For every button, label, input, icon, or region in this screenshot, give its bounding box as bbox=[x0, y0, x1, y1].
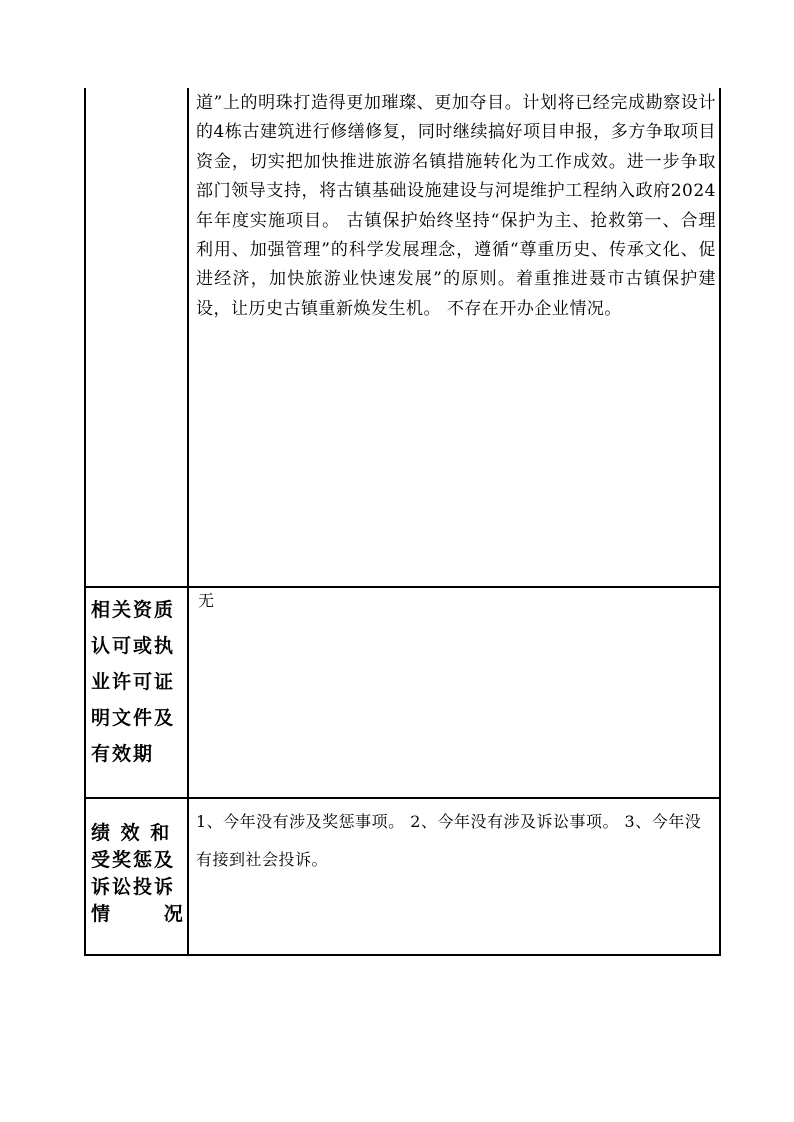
qualification-label-line: 明文件及 bbox=[91, 707, 176, 729]
performance-label bbox=[91, 820, 185, 928]
table-bottom-border bbox=[84, 954, 721, 956]
qualification-label bbox=[91, 592, 185, 772]
work-plan-paragraph: 道”上的明珠打造得更加璀璨、更加夺目。计划将已经完成勘察设计的4栋古建筑进行修缮修复，同时继续搞好项目申报，多方争取项目资金，切实把加快推进旅游名镇措施转化为工作成效。进一步争取部门领导支持，将古镇基础设施建设与河堤维护工程纳入政府2024年年度实施项目。 古镇保护始终坚持“保护为主、抢救第一、合理利用、加强管理”的科学发展理念，遵循“尊重历史、传承文化、促进经济，加快旅游业快速发展”的原则。着重推进聂市古镇保护建设，让历史古镇重新焕发生机。 不存在开办企业情况。 bbox=[196, 93, 716, 319]
performance-label-line: 情 况 bbox=[91, 903, 185, 925]
qualification-label-line: 认可或执 bbox=[91, 635, 176, 657]
table-left-border bbox=[84, 88, 86, 956]
qualification-value: 无 bbox=[198, 591, 215, 610]
qualification-label-line: 业许可证 bbox=[91, 671, 176, 693]
performance-value: 1、今年没有涉及奖惩事项。 2、今年没有涉及诉讼事项。 3、今年没有接到社会投诉。 bbox=[196, 812, 702, 869]
table-column-divider bbox=[187, 88, 189, 956]
row-divider-1 bbox=[84, 586, 721, 588]
row-divider-2 bbox=[84, 797, 721, 799]
performance-label-line: 诉讼投诉 bbox=[91, 876, 176, 898]
performance-label-line: 受奖惩及 bbox=[91, 849, 176, 871]
qualification-label-line: 相关资质 bbox=[91, 599, 176, 621]
qualification-label-line: 有效期 bbox=[91, 743, 155, 765]
performance-label-line: 绩 效 和 bbox=[91, 822, 172, 844]
table-right-border bbox=[719, 88, 721, 956]
